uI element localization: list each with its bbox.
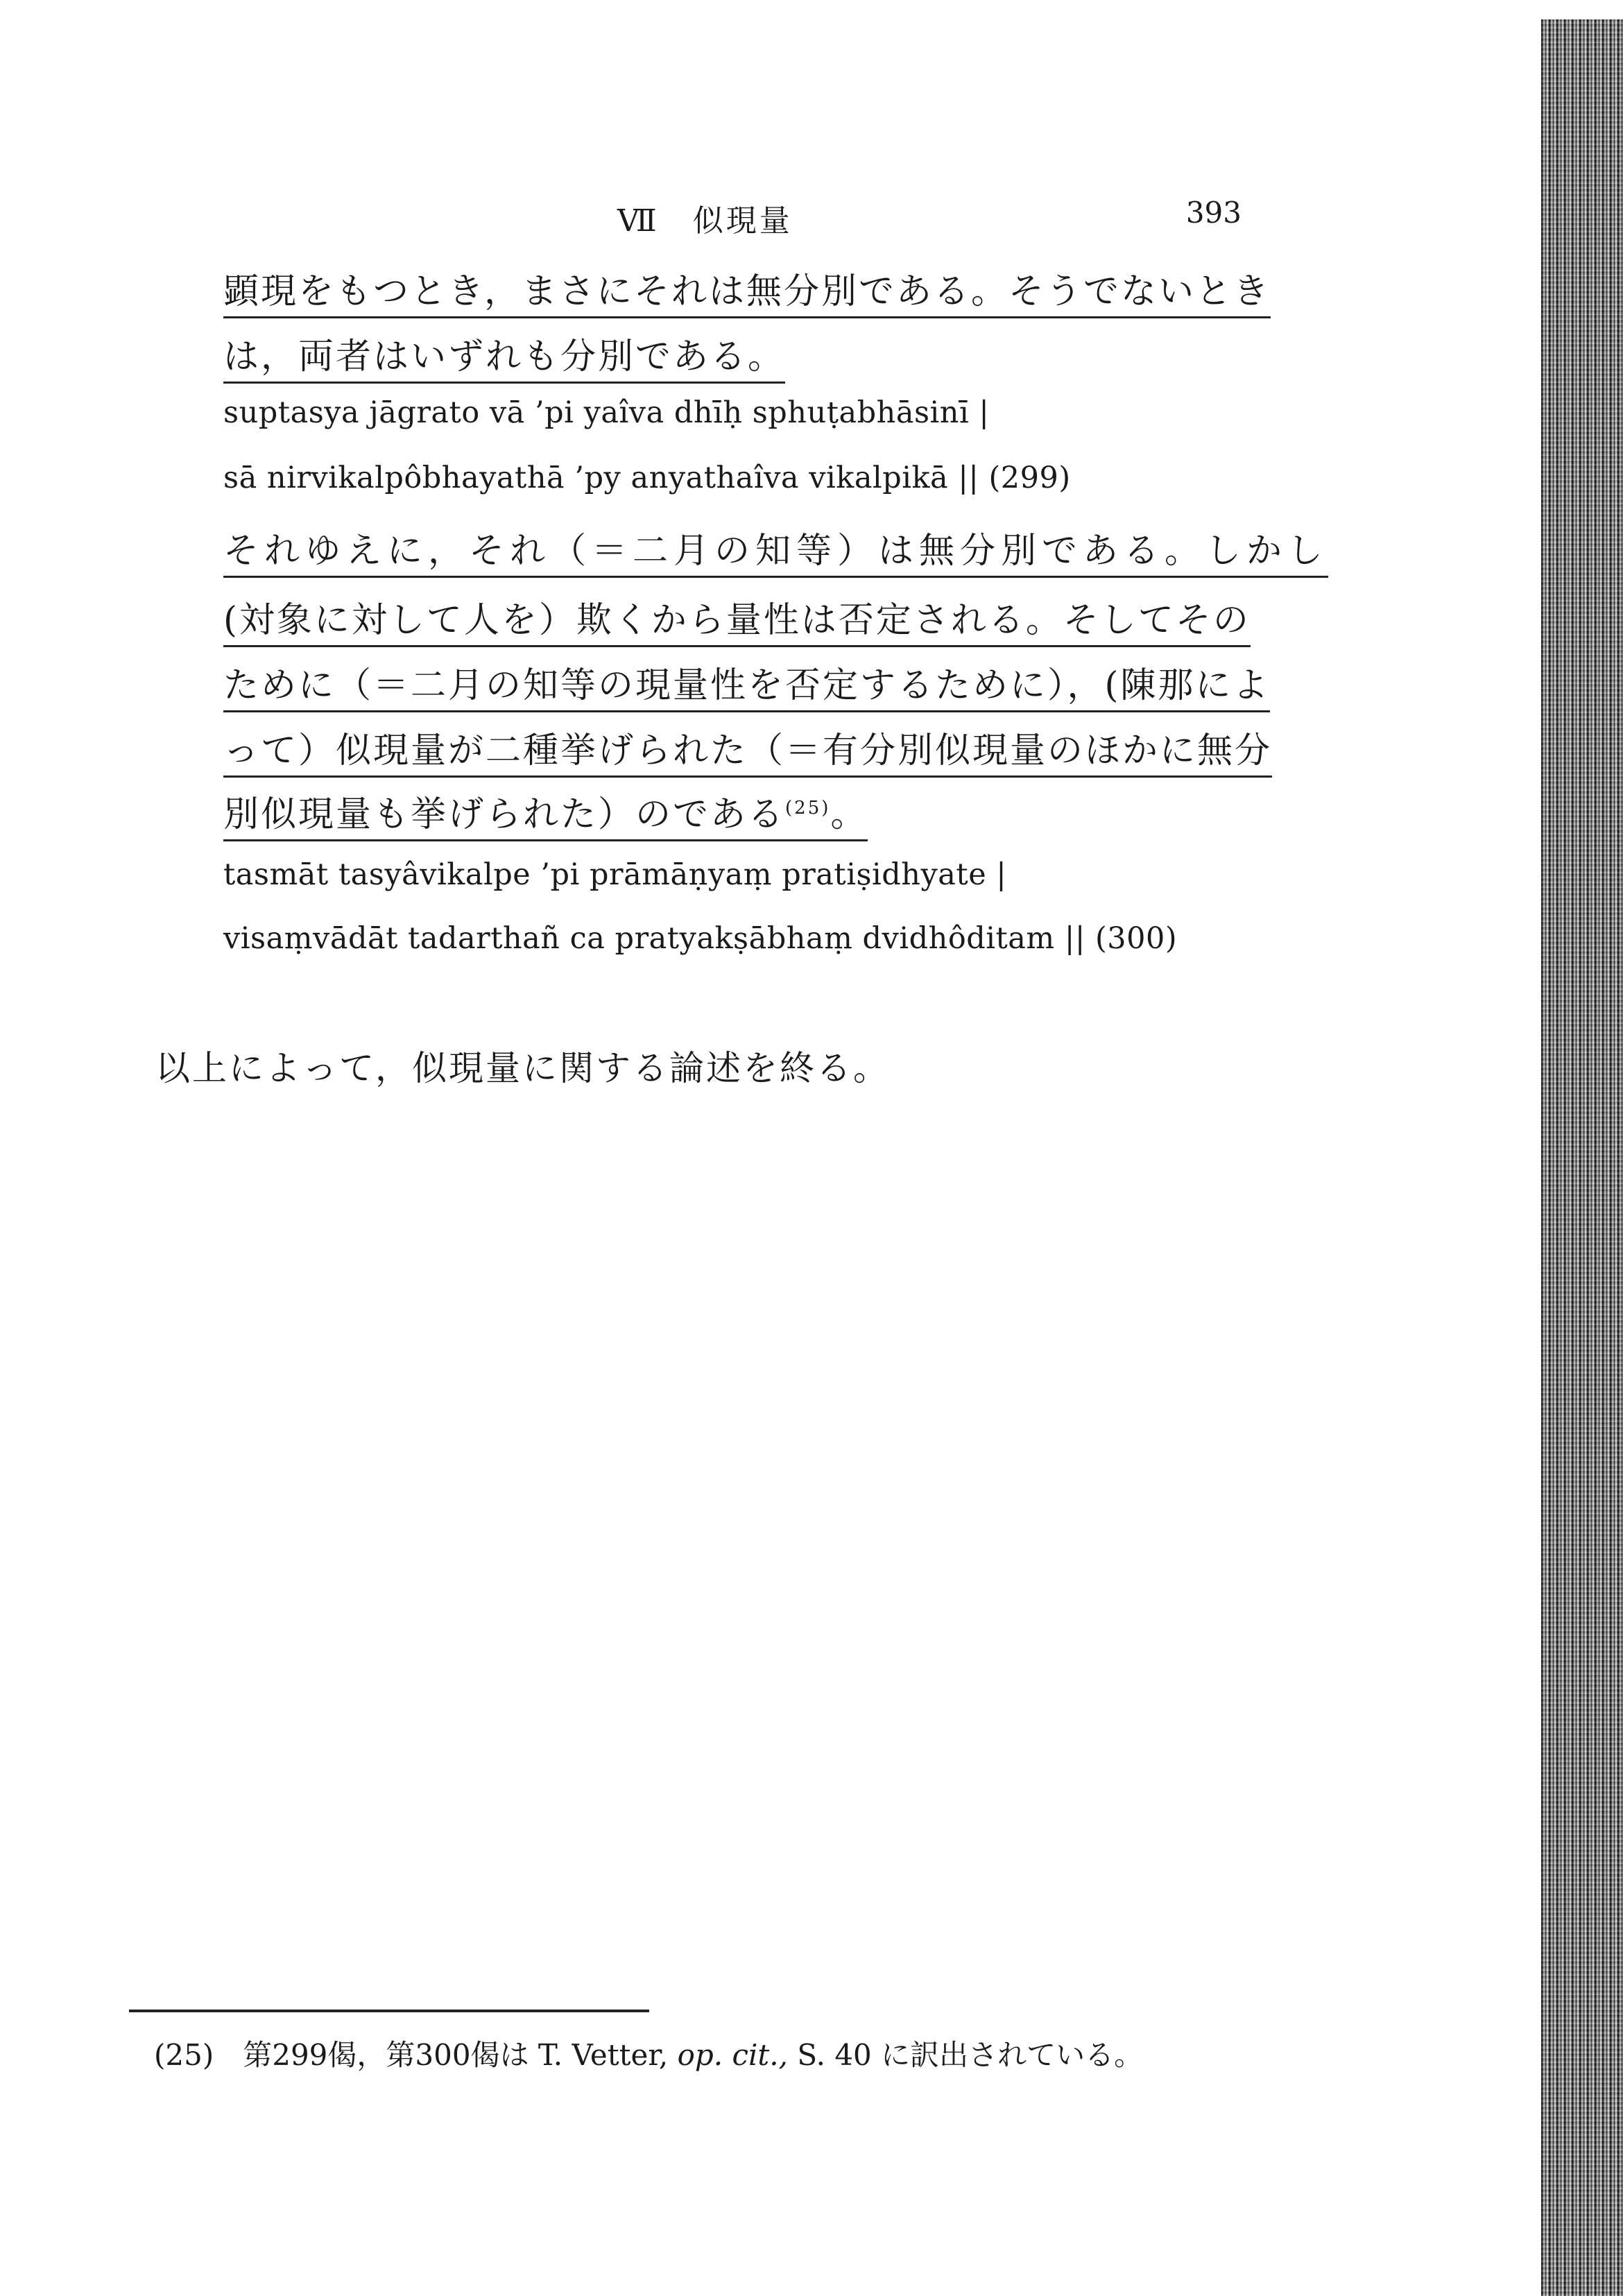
passage-2-line-1: それゆえに，それ（＝二月の知等）は無分別である。しかし [223,522,1328,578]
passage-2-line-3: ために（＝二月の知等の現量性を否定するために），(陳那によ [223,656,1270,712]
verse-300-line-1: tasmāt tasyâvikalpe ’pi prāmāṇyaṃ pratiṣidhyate | [223,857,1007,892]
footnote-number: (25) [154,2038,214,2072]
passage-2-line-5-text: 別似現量も挙げられた）のである [223,794,786,835]
footnote-text-after: S. 40 に訳出されている。 [797,2038,1144,2072]
page-number: 393 [1185,196,1242,230]
running-head [229,196,1242,237]
footnote-text-before: 第299偈，第300偈は T. Vetter, [243,2038,669,2072]
passage-2-line-5 [223,785,868,841]
running-head-title: Ⅶ 似現量 [617,203,793,239]
page-edge-texture [1541,19,1623,2296]
footnote-rule [129,2010,649,2012]
verse-299-line-1: suptasya jāgrato vā ’pi yaîva dhīḥ sphuṭabhāsinī | [223,395,990,430]
passage-1-line-2: は，両者はいずれも分別である。 [223,327,785,384]
conclusion-sentence: 以上によって，似現量に関する論述を終る。 [155,1048,890,1088]
verse-299-line-2: sā nirvikalpôbhayathā ’py anyathaîva vikalpikā || (299) [223,461,1071,495]
footnote-25 [154,2032,1143,2074]
passage-2-line-4: って）似現量が二種挙げられた（＝有分別似現量のほかに無分 [223,721,1272,778]
passage-1-line-1: 顕現をもつとき，まさにそれは無分別である。そうでないとき [223,262,1271,318]
passage-2-line-5-end: 。 [830,794,868,835]
note-reference-25: (25) [785,798,831,819]
passage-2-line-2: (対象に対して人を）欺くから量性は否定される。そしてその [223,591,1251,647]
footnote-op-cit: op. cit., [677,2038,788,2072]
verse-300-line-2: visaṃvādāt tadarthañ ca pratyakṣābhaṃ dvidhôditam || (300) [223,921,1178,956]
